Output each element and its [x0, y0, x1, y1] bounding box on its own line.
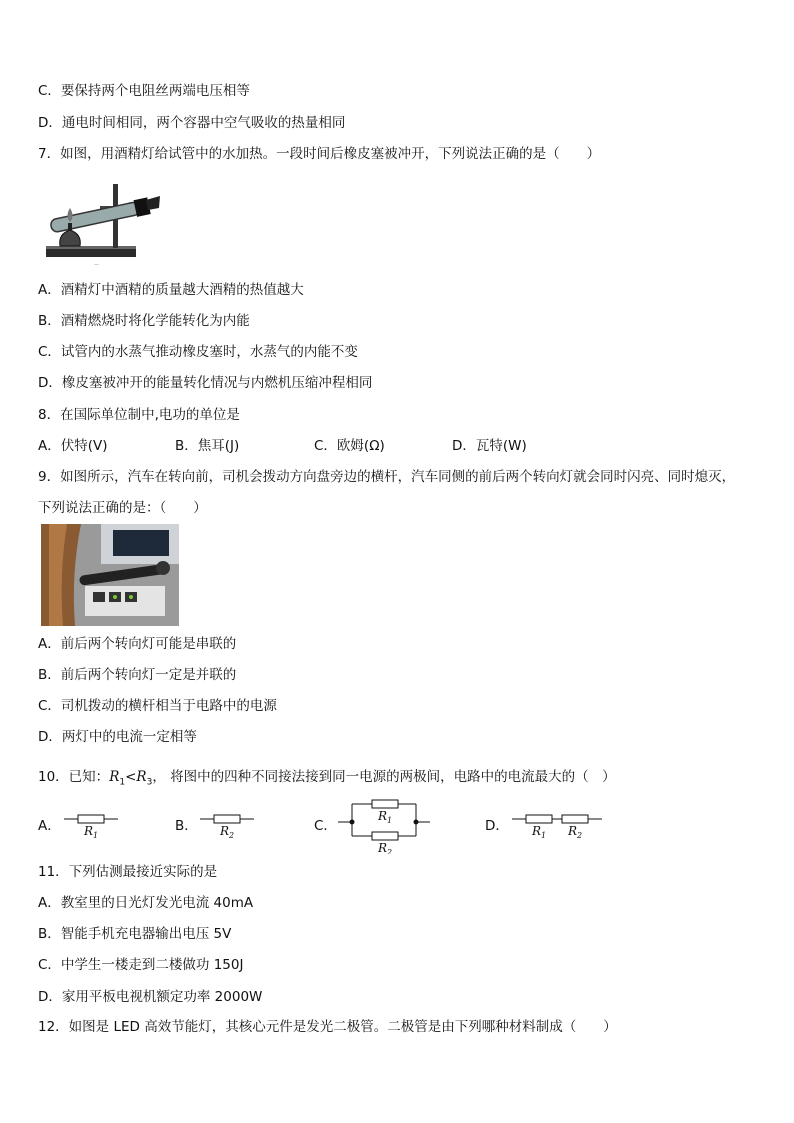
- q8-options: [38, 437, 758, 455]
- q7-option-b: B．酒精燃烧时将化学能转化为内能: [38, 313, 250, 329]
- q10-a-r: R: [84, 824, 94, 838]
- svg-text:—: —: [94, 262, 99, 268]
- q10-d-r1-sub: 1: [541, 831, 547, 840]
- q10-b-r: R: [220, 824, 230, 838]
- q10-d-r2: R: [568, 824, 578, 838]
- q10-r3: R: [136, 769, 147, 785]
- q11-option-d: D．家用平板电视机额定功率 2000W: [38, 989, 263, 1005]
- q7-option-d: D．橡皮塞被冲开的能量转化情况与内燃机压缩冲程相同: [38, 375, 373, 391]
- q10-c-bot-sub: 2: [387, 848, 393, 854]
- svg-text:R1: [377, 809, 392, 825]
- q9-option-c: C．司机拨动的横杆相当于电路中的电源: [38, 698, 277, 714]
- q10-c-top-sub: 1: [387, 816, 393, 825]
- q10-circuit-b: [200, 810, 260, 840]
- q8-option-d: D．瓦特(W): [452, 438, 527, 454]
- q11-option-b: B．智能手机充电器输出电压 5V: [38, 926, 232, 942]
- q10-stem-pre: 10．已知：: [38, 769, 110, 785]
- q8-option-a: A．伏特(V): [38, 438, 108, 454]
- q6-option-d: D．通电时间相同，两个容器中空气吸收的热量相同: [38, 115, 346, 131]
- q8-option-c: C．欧姆(Ω): [314, 438, 385, 454]
- q10-option-b-label: B．: [175, 818, 198, 834]
- q7-option-a: A．酒精灯中酒精的质量越大酒精的热值越大: [38, 282, 304, 298]
- q10-lt: <: [125, 769, 137, 785]
- q10-option-a-label: A．: [38, 818, 61, 834]
- q9-stem-line1: 9．如图所示，汽车在转向前，司机会拨动方向盘旁边的横杆，汽车同侧的前后两个转向灯就会同时闪亮、同时熄灭，: [38, 469, 736, 485]
- svg-text:R2: [219, 824, 234, 840]
- svg-text:R1: [83, 824, 98, 840]
- svg-text:R1: [531, 824, 546, 840]
- q11-stem: 11．下列估测最接近实际的是: [38, 864, 218, 880]
- q8-stem: 8．在国际单位制中,电功的单位是: [38, 407, 240, 423]
- q10-stem: [38, 768, 616, 792]
- turn-signal-lever-photo: [41, 524, 179, 626]
- q9-option-d: D．两灯中的电流一定相等: [38, 729, 197, 745]
- q10-circuit-c-parallel: [338, 796, 434, 854]
- q10-c-top-r: R: [378, 809, 388, 823]
- q10-a-sub: 1: [93, 831, 99, 840]
- q12-stem: 12．如图是 LED 高效节能灯，其核心元件是发光二极管。二极管是由下列哪种材料制成（ ）: [38, 1019, 617, 1035]
- q10-b-sub: 2: [229, 831, 235, 840]
- q10-circuit-d-series: [512, 810, 604, 840]
- alcohol-lamp-apparatus-image: [38, 178, 164, 268]
- q10-r3-sub: 3: [146, 777, 153, 788]
- q7-stem: 7．如图，用酒精灯给试管中的水加热。一段时间后橡皮塞被冲开，下列说法正确的是（ ）: [38, 146, 601, 162]
- q10-d-r1: R: [532, 824, 542, 838]
- q9-option-b: B．前后两个转向灯一定是并联的: [38, 667, 237, 683]
- q10-option-c-label: C．: [314, 818, 337, 834]
- q10-r1-sub: 1: [119, 777, 126, 788]
- q11-option-a: A．教室里的日光灯发光电流 40mA: [38, 895, 254, 911]
- q9-option-a: A．前后两个转向灯可能是串联的: [38, 636, 237, 652]
- svg-text:R2: [377, 841, 392, 854]
- q10-d-r2-sub: 2: [577, 831, 583, 840]
- q10-r1: R: [109, 769, 120, 785]
- q10-stem-post: ， 将图中的四种不同接法接到同一电源的两极间，电路中的电流最大的（ ）: [152, 769, 616, 785]
- q10-option-d-label: D．: [485, 818, 509, 834]
- q7-option-c: C．试管内的水蒸气推动橡皮塞时，水蒸气的内能不变: [38, 344, 358, 360]
- q10-circuit-a: [64, 810, 124, 840]
- svg-text:R2: [567, 824, 582, 840]
- q10-c-bot-r: R: [378, 841, 388, 854]
- q11-option-c: C．中学生一楼走到二楼做功 150J: [38, 957, 244, 973]
- q9-stem-line2: 下列说法正确的是：（ ）: [38, 500, 207, 516]
- q8-option-b: B．焦耳(J): [175, 438, 240, 454]
- q6-option-c: C．要保持两个电阻丝两端电压相等: [38, 83, 250, 99]
